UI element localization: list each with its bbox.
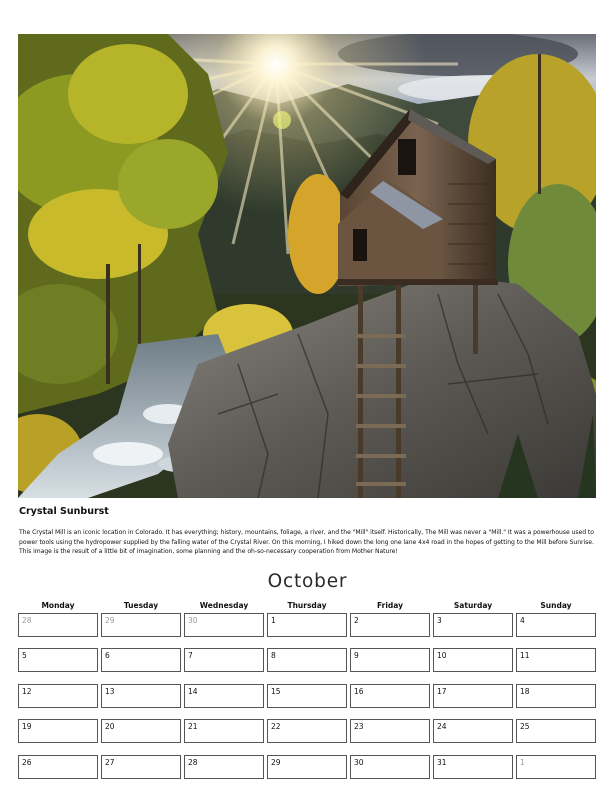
calendar-day-cell[interactable] — [267, 648, 347, 672]
day-number: 13 — [105, 687, 115, 696]
calendar-day-cell[interactable] — [350, 613, 430, 637]
photo-title: Crystal Sunburst — [19, 506, 109, 517]
calendar-day-cell[interactable] — [18, 719, 98, 743]
calendar-day-cell[interactable] — [516, 755, 596, 779]
day-number: 5 — [22, 651, 27, 660]
month-title: October — [267, 571, 348, 592]
weekday-tuesday: Tuesday — [123, 601, 159, 610]
day-number: 24 — [437, 722, 447, 731]
day-number: 18 — [520, 687, 530, 696]
weekday-thursday: Thursday — [287, 601, 327, 610]
calendar-day-cell[interactable] — [184, 648, 264, 672]
day-number: 1 — [271, 616, 276, 625]
day-number: 29 — [105, 616, 115, 625]
day-number: 4 — [520, 616, 525, 625]
day-number: 17 — [437, 687, 447, 696]
calendar-day-cell[interactable] — [18, 684, 98, 708]
day-number: 16 — [354, 687, 364, 696]
day-number: 26 — [22, 758, 32, 767]
calendar-day-cell[interactable] — [101, 613, 181, 637]
calendar-day-cell[interactable] — [184, 613, 264, 637]
calendar-grid — [18, 613, 598, 783]
calendar-day-cell[interactable] — [350, 719, 430, 743]
calendar-day-cell[interactable] — [18, 613, 98, 637]
calendar-day-cell[interactable] — [18, 648, 98, 672]
day-number: 28 — [22, 616, 32, 625]
calendar-day-cell[interactable] — [101, 755, 181, 779]
calendar-day-cell[interactable] — [267, 684, 347, 708]
calendar-photo — [18, 34, 596, 498]
photo-description: The Crystal Mill is an iconic location in Colorado. It has everything; history, mountains, foliage, a river, and the "Mill" itself. Historically, The Mill was never a "Mill." It was a powerhouse used to power tools using the hydropower supplied by the falling water of the Crystal River. On this morning, I hiked down the long one lane 4x4 road in the hopes of getting to the Mill before Sunrise. This image is the result of a little bit of imagination, some planning and the oh-so-necessary cooperation from Mother Nature! — [19, 529, 594, 556]
day-number: 31 — [437, 758, 447, 767]
day-number: 29 — [271, 758, 281, 767]
calendar-day-cell[interactable] — [267, 719, 347, 743]
weekday-friday: Friday — [376, 601, 403, 610]
weekday-header-row — [18, 601, 597, 613]
calendar-day-cell[interactable] — [433, 613, 513, 637]
calendar-day-cell[interactable] — [516, 648, 596, 672]
calendar-day-cell[interactable] — [184, 719, 264, 743]
day-number: 8 — [271, 651, 276, 660]
weekday-saturday: Saturday — [453, 601, 493, 610]
day-number: 23 — [354, 722, 364, 731]
day-number: 28 — [188, 758, 198, 767]
day-number: 30 — [354, 758, 364, 767]
day-number: 30 — [188, 616, 198, 625]
calendar-day-cell[interactable] — [433, 755, 513, 779]
day-number: 9 — [354, 651, 359, 660]
calendar-day-cell[interactable] — [18, 755, 98, 779]
calendar-day-cell[interactable] — [350, 648, 430, 672]
calendar-day-cell[interactable] — [184, 684, 264, 708]
day-number: 15 — [271, 687, 281, 696]
day-number: 7 — [188, 651, 193, 660]
day-number: 27 — [105, 758, 115, 767]
weekday-monday: Monday — [41, 601, 75, 610]
calendar-day-cell[interactable] — [350, 684, 430, 708]
calendar-day-cell[interactable] — [516, 684, 596, 708]
day-number: 14 — [188, 687, 198, 696]
calendar-day-cell[interactable] — [267, 613, 347, 637]
calendar-day-cell[interactable] — [516, 719, 596, 743]
calendar-day-cell[interactable] — [350, 755, 430, 779]
crystal-mill-illustration — [18, 34, 596, 498]
day-number: 3 — [437, 616, 442, 625]
day-number: 21 — [188, 722, 198, 731]
calendar-day-cell[interactable] — [267, 755, 347, 779]
calendar-day-cell[interactable] — [184, 755, 264, 779]
day-number: 1 — [520, 758, 525, 767]
weekday-sunday: Sunday — [540, 601, 572, 610]
calendar-day-cell[interactable] — [101, 719, 181, 743]
calendar-day-cell[interactable] — [433, 648, 513, 672]
calendar-day-cell[interactable] — [516, 613, 596, 637]
day-number: 20 — [105, 722, 115, 731]
weekday-wednesday: Wednesday — [199, 601, 249, 610]
day-number: 2 — [354, 616, 359, 625]
day-number: 12 — [22, 687, 32, 696]
day-number: 10 — [437, 651, 447, 660]
calendar-day-cell[interactable] — [433, 684, 513, 708]
day-number: 6 — [105, 651, 110, 660]
calendar-day-cell[interactable] — [101, 684, 181, 708]
day-number: 11 — [520, 651, 530, 660]
day-number: 25 — [520, 722, 530, 731]
day-number: 19 — [22, 722, 32, 731]
calendar-day-cell[interactable] — [101, 648, 181, 672]
day-number: 22 — [271, 722, 281, 731]
calendar-day-cell[interactable] — [433, 719, 513, 743]
